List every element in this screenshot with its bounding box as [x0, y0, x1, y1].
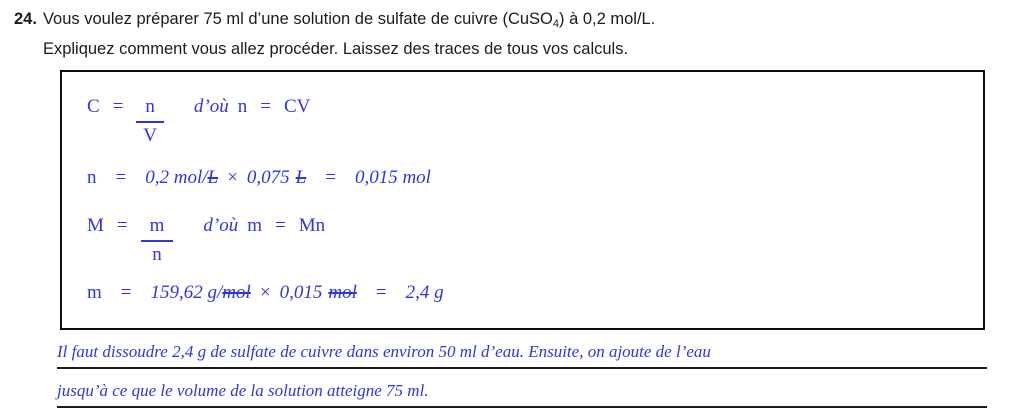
multiply-sign: ×: [258, 282, 272, 303]
variable-n: n: [87, 167, 97, 188]
conjunction-dou: d’où: [193, 96, 229, 117]
question-line1-pre: Vous voulez préparer 75 ml d’une solution de sulfate de cuivre (CuSO: [42, 10, 553, 28]
cancelled-unit-L: L: [207, 167, 219, 188]
value-molar-mass: 159,62 g/: [150, 282, 223, 303]
equals-sign: =: [375, 282, 387, 303]
equals-sign: =: [115, 167, 127, 188]
expression-CV: CV: [283, 96, 311, 117]
question-header: [14, 7, 1021, 62]
fraction-denominator: V: [143, 125, 158, 146]
fraction-numerator: n: [136, 96, 164, 123]
variable-m: m: [87, 282, 102, 303]
question-number: 24.: [14, 10, 37, 28]
cancelled-unit-L: L: [295, 167, 307, 188]
equals-sign: =: [260, 96, 271, 117]
cancelled-unit-mol: mol: [222, 282, 251, 303]
value-volume: 0,075: [246, 167, 290, 188]
fraction-m-over-n: [141, 215, 174, 266]
cancelled-unit-mol: mol: [328, 282, 357, 303]
cuso4-subscript: 4: [552, 18, 560, 30]
expression-Mn: Mn: [298, 215, 326, 236]
question-text: [43, 7, 655, 62]
variable-M: M: [87, 215, 104, 236]
answer-section: [57, 336, 987, 408]
equals-sign: =: [116, 215, 128, 236]
question-line-1: [43, 7, 655, 37]
value-moles: 0,015: [279, 282, 323, 303]
math-row-2: [87, 167, 963, 189]
math-row-4: [87, 282, 963, 304]
conjunction-dou: d’où: [203, 215, 239, 236]
fraction-n-over-V: [136, 96, 164, 147]
variable-n: n: [237, 96, 248, 117]
answer-line-1: Il faut dissoudre 2,4 g de sulfate de cuivre dans environ 50 ml d’eau. Ensuite, on ajoute de l’eau: [57, 336, 987, 369]
fraction-numerator: m: [141, 215, 174, 242]
variable-C: C: [87, 96, 100, 117]
variable-m: m: [247, 215, 263, 236]
work-box: [60, 70, 985, 330]
multiply-sign: ×: [226, 167, 239, 188]
equals-sign: =: [120, 282, 132, 303]
answer-line-2: jusqu’à ce que le volume de la solution atteigne 75 ml.: [57, 375, 987, 408]
equals-sign: =: [275, 215, 286, 236]
question-line1-post: ) à 0,2 mol/L.: [559, 10, 656, 28]
value-concentration: 0,2 mol/: [145, 167, 208, 188]
question-line-2: Expliquez comment vous allez procéder. Laissez des traces de tous vos calculs.: [42, 40, 629, 58]
equals-sign: =: [325, 167, 336, 188]
fraction-denominator: n: [152, 244, 162, 265]
equals-sign: =: [112, 96, 124, 117]
result-moles: 0,015 mol: [354, 167, 431, 188]
result-mass: 2,4 g: [405, 282, 444, 303]
math-row-3: [87, 215, 963, 266]
math-row-1: [87, 96, 963, 147]
